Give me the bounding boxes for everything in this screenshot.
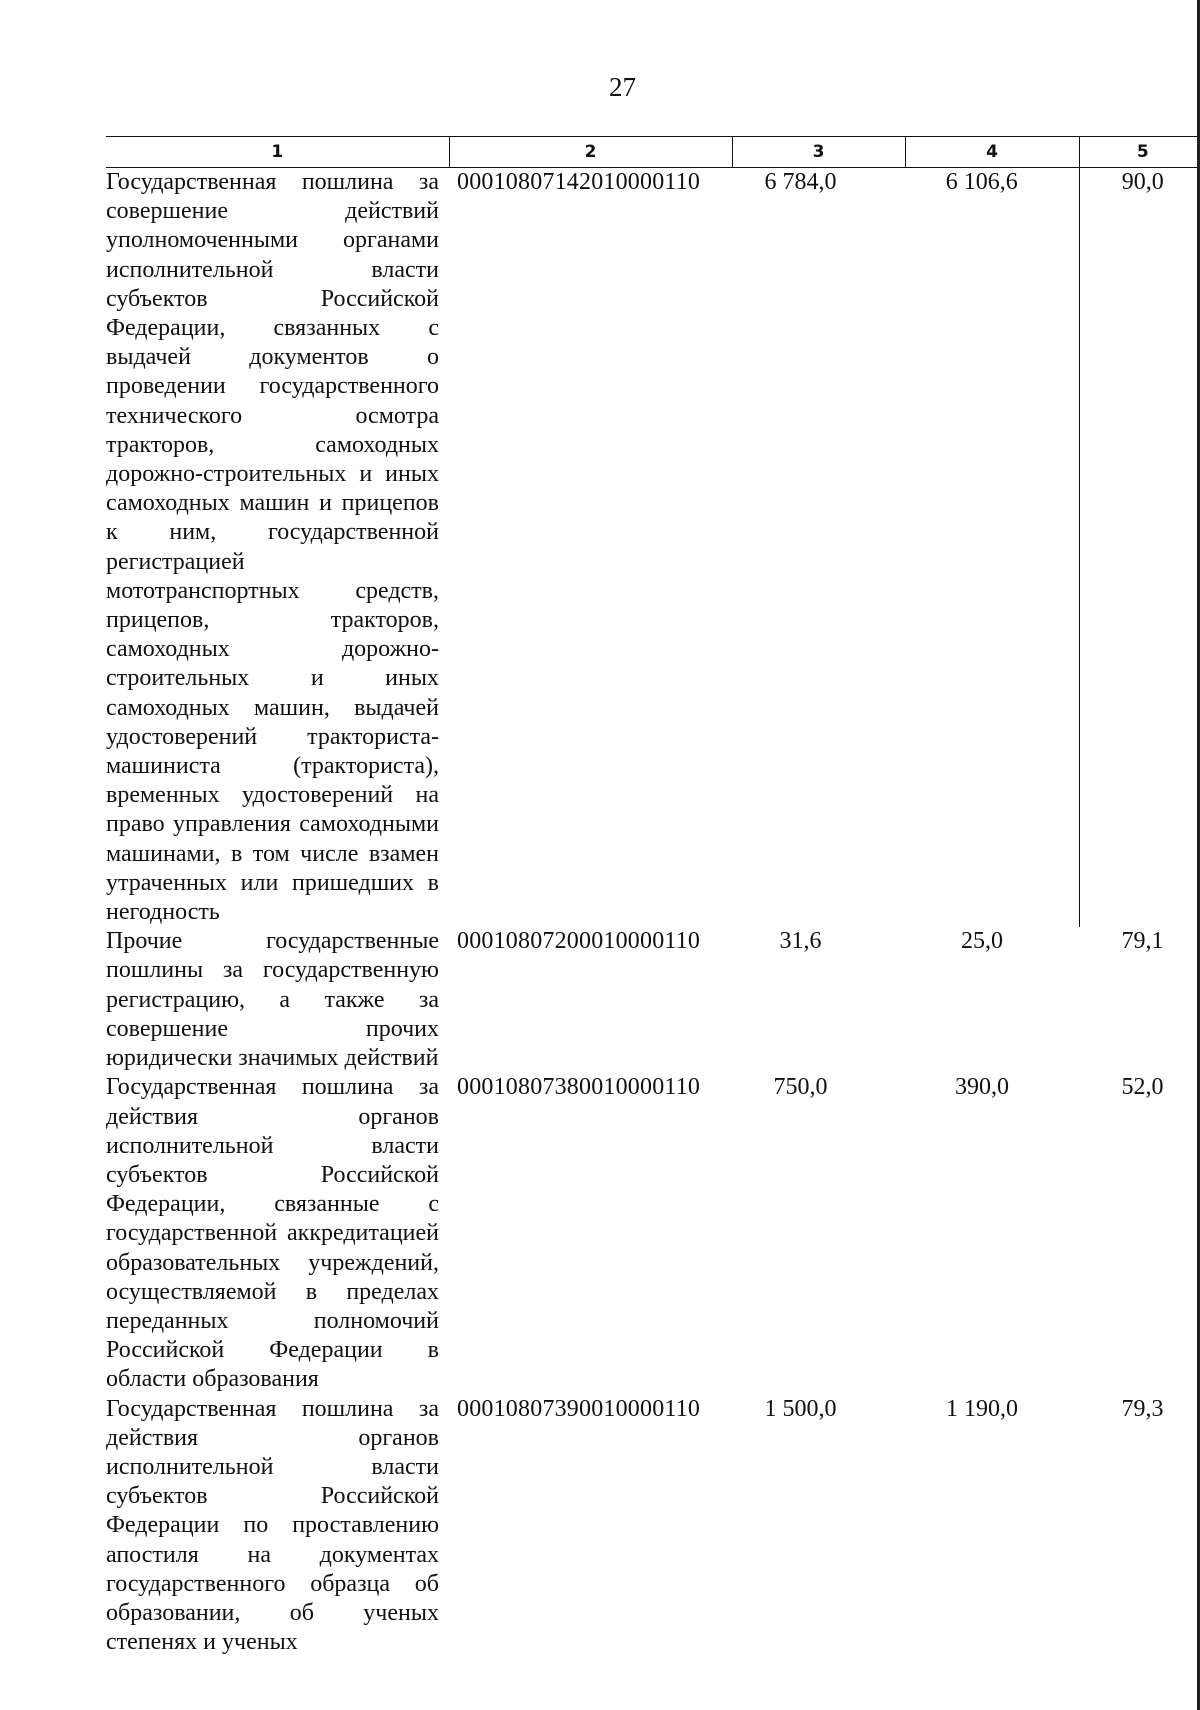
column-header-1: 1 (106, 137, 449, 168)
row-col3-cell: 1 500,0 (764, 1395, 837, 1422)
row-col4-cell: 1 190,0 (946, 1395, 1018, 1422)
table-row (106, 168, 1200, 928)
row-code-cell: 00010807390010000110 (457, 1395, 701, 1422)
row-code-cell: 00010807380010000110 (457, 1074, 701, 1101)
page-number: 27 (609, 72, 636, 102)
column-header-5: 5 (1079, 137, 1200, 168)
row-col4-cell: 390,0 (955, 1074, 1009, 1101)
row-col3-cell: 750,0 (773, 1074, 828, 1101)
row-col4-cell: 6 106,6 (945, 169, 1018, 195)
table-row (106, 1073, 1200, 1394)
row-code-cell: 00010807200010000110 (457, 928, 701, 955)
row-col4-cell: 25,0 (961, 928, 1003, 955)
row-code-cell: 00010807142010000110 (457, 169, 701, 195)
row-col3-cell: 31,6 (779, 928, 822, 955)
row-name-cell: Государственная пошлина за действия органов исполнительной власти субъектов Российской Федерации, связанные с государственной аккредитацией образовательных учреждений, осуществляемой в пределах переданных полномочий Российской Федерации в области образования (106, 1074, 439, 1393)
column-header-3: 3 (732, 137, 905, 168)
row-col5-cell: 52,0 (1121, 1074, 1164, 1101)
row-col5-cell: 79,1 (1121, 928, 1164, 955)
revenue-table (106, 136, 1200, 1657)
row-name-cell: Государственная пошлина за совершение действий уполномоченными органами исполнительной власти субъектов Российской Федерации, связанных с выдачей документов о проведении государственного технического осмотра тракторов, самоходных дорожно-строительных и иных самоходных машин и прицепов к ним, государственной регистрацией мототранспортных средств, прицепов, тракторов, самоходных дорожно-строительных и иных самоходных машин, выдачей удостоверений тракториста-машиниста (тракториста), временных удостоверений на право управления самоходными машинами, в том числе взамен утраченных или пришедших в негодность (106, 169, 439, 926)
row-name-cell: Прочие государственные пошлины за государственную регистрацию, а также за совершение прочих юридически значимых действий (106, 928, 439, 1072)
row-col5-cell: 79,3 (1121, 1395, 1164, 1422)
row-col3-cell: 6 784,0 (764, 169, 837, 195)
table-row (106, 927, 1200, 1073)
column-header-2: 2 (449, 137, 732, 168)
row-col5-cell: 90,0 (1079, 168, 1200, 928)
column-header-4: 4 (905, 137, 1079, 168)
table-row (106, 1395, 1200, 1658)
table-header-row (106, 137, 1200, 168)
row-name-cell: Государственная пошлина за действия органов исполнительной власти субъектов Российской Федерации по проставлению апостиля на документах государственного образца об образовании, об ученых степенях и ученых (106, 1395, 439, 1656)
